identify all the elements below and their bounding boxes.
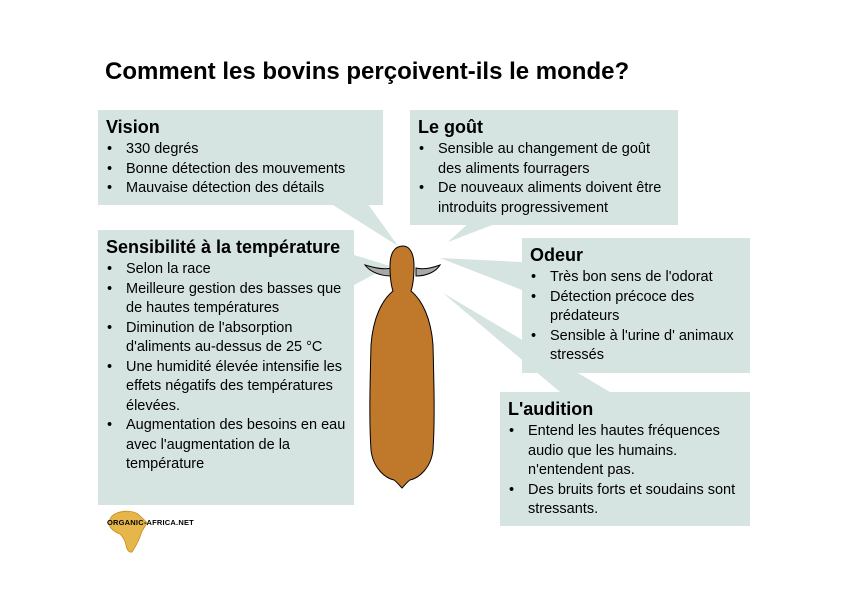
- gout-pointer: [448, 222, 500, 242]
- list-item: • De nouveaux aliments doivent être introduits progressivement: [418, 179, 670, 218]
- logo-text: ORGANIC-AFRICA.NET: [107, 518, 194, 527]
- odeur-heading: Odeur: [530, 245, 584, 265]
- list-item: • 330 degrés: [106, 140, 375, 160]
- vision-heading: Vision: [106, 117, 160, 137]
- odeur-pointer: [440, 258, 522, 290]
- temperature-list: [106, 260, 346, 475]
- list-item: • Des bruits forts et soudains sont stressants.: [508, 481, 742, 520]
- list-item: • Bonne détection des mouvements: [106, 160, 375, 180]
- cow-icon: [365, 246, 440, 488]
- list-item: • Sensible à l'urine d' animaux stressés: [530, 327, 742, 366]
- audition-heading: L'audition: [508, 399, 594, 419]
- gout-heading: Le goût: [418, 117, 483, 137]
- cow-body: [370, 246, 434, 488]
- audition-list: [508, 422, 742, 520]
- temperature-heading: Sensibilité à la température: [106, 237, 341, 257]
- list-item: • Diminution de l'absorption d'aliments au-dessus de 25 °C: [106, 319, 346, 358]
- page-title: Comment les bovins perçoivent-ils le monde?: [105, 58, 630, 85]
- vision-box: [98, 110, 383, 205]
- gout-list: [418, 140, 670, 218]
- list-item: • Très bon sens de l'odorat: [530, 268, 742, 288]
- list-item: • Détection précoce des prédateurs: [530, 288, 742, 327]
- list-item: • Sensible au changement de goût des aliments fourragers: [418, 140, 670, 179]
- list-item: • Une humidité élevée intensifie les effets négatifs des températures élevées.: [106, 358, 346, 417]
- list-item: • Meilleure gestion des basses que de hautes températures: [106, 280, 346, 319]
- list-item: • Augmentation des besoins en eau avec l'augmentation de la température: [106, 416, 346, 475]
- temperature-box: [98, 230, 354, 505]
- africa-map-icon: [105, 510, 155, 555]
- list-item: • Selon la race: [106, 260, 346, 280]
- odeur-list: [530, 268, 742, 366]
- list-item: • Entend les hautes fréquences audio que les humains. n'entendent pas.: [508, 422, 742, 481]
- gout-box: [410, 110, 678, 225]
- audition-box: [500, 392, 750, 526]
- cow-right-horn: [416, 265, 440, 276]
- organic-africa-logo: [103, 510, 193, 555]
- odeur-box: [522, 238, 750, 373]
- vision-list: [106, 140, 375, 199]
- list-item: • Mauvaise détection des détails: [106, 179, 375, 199]
